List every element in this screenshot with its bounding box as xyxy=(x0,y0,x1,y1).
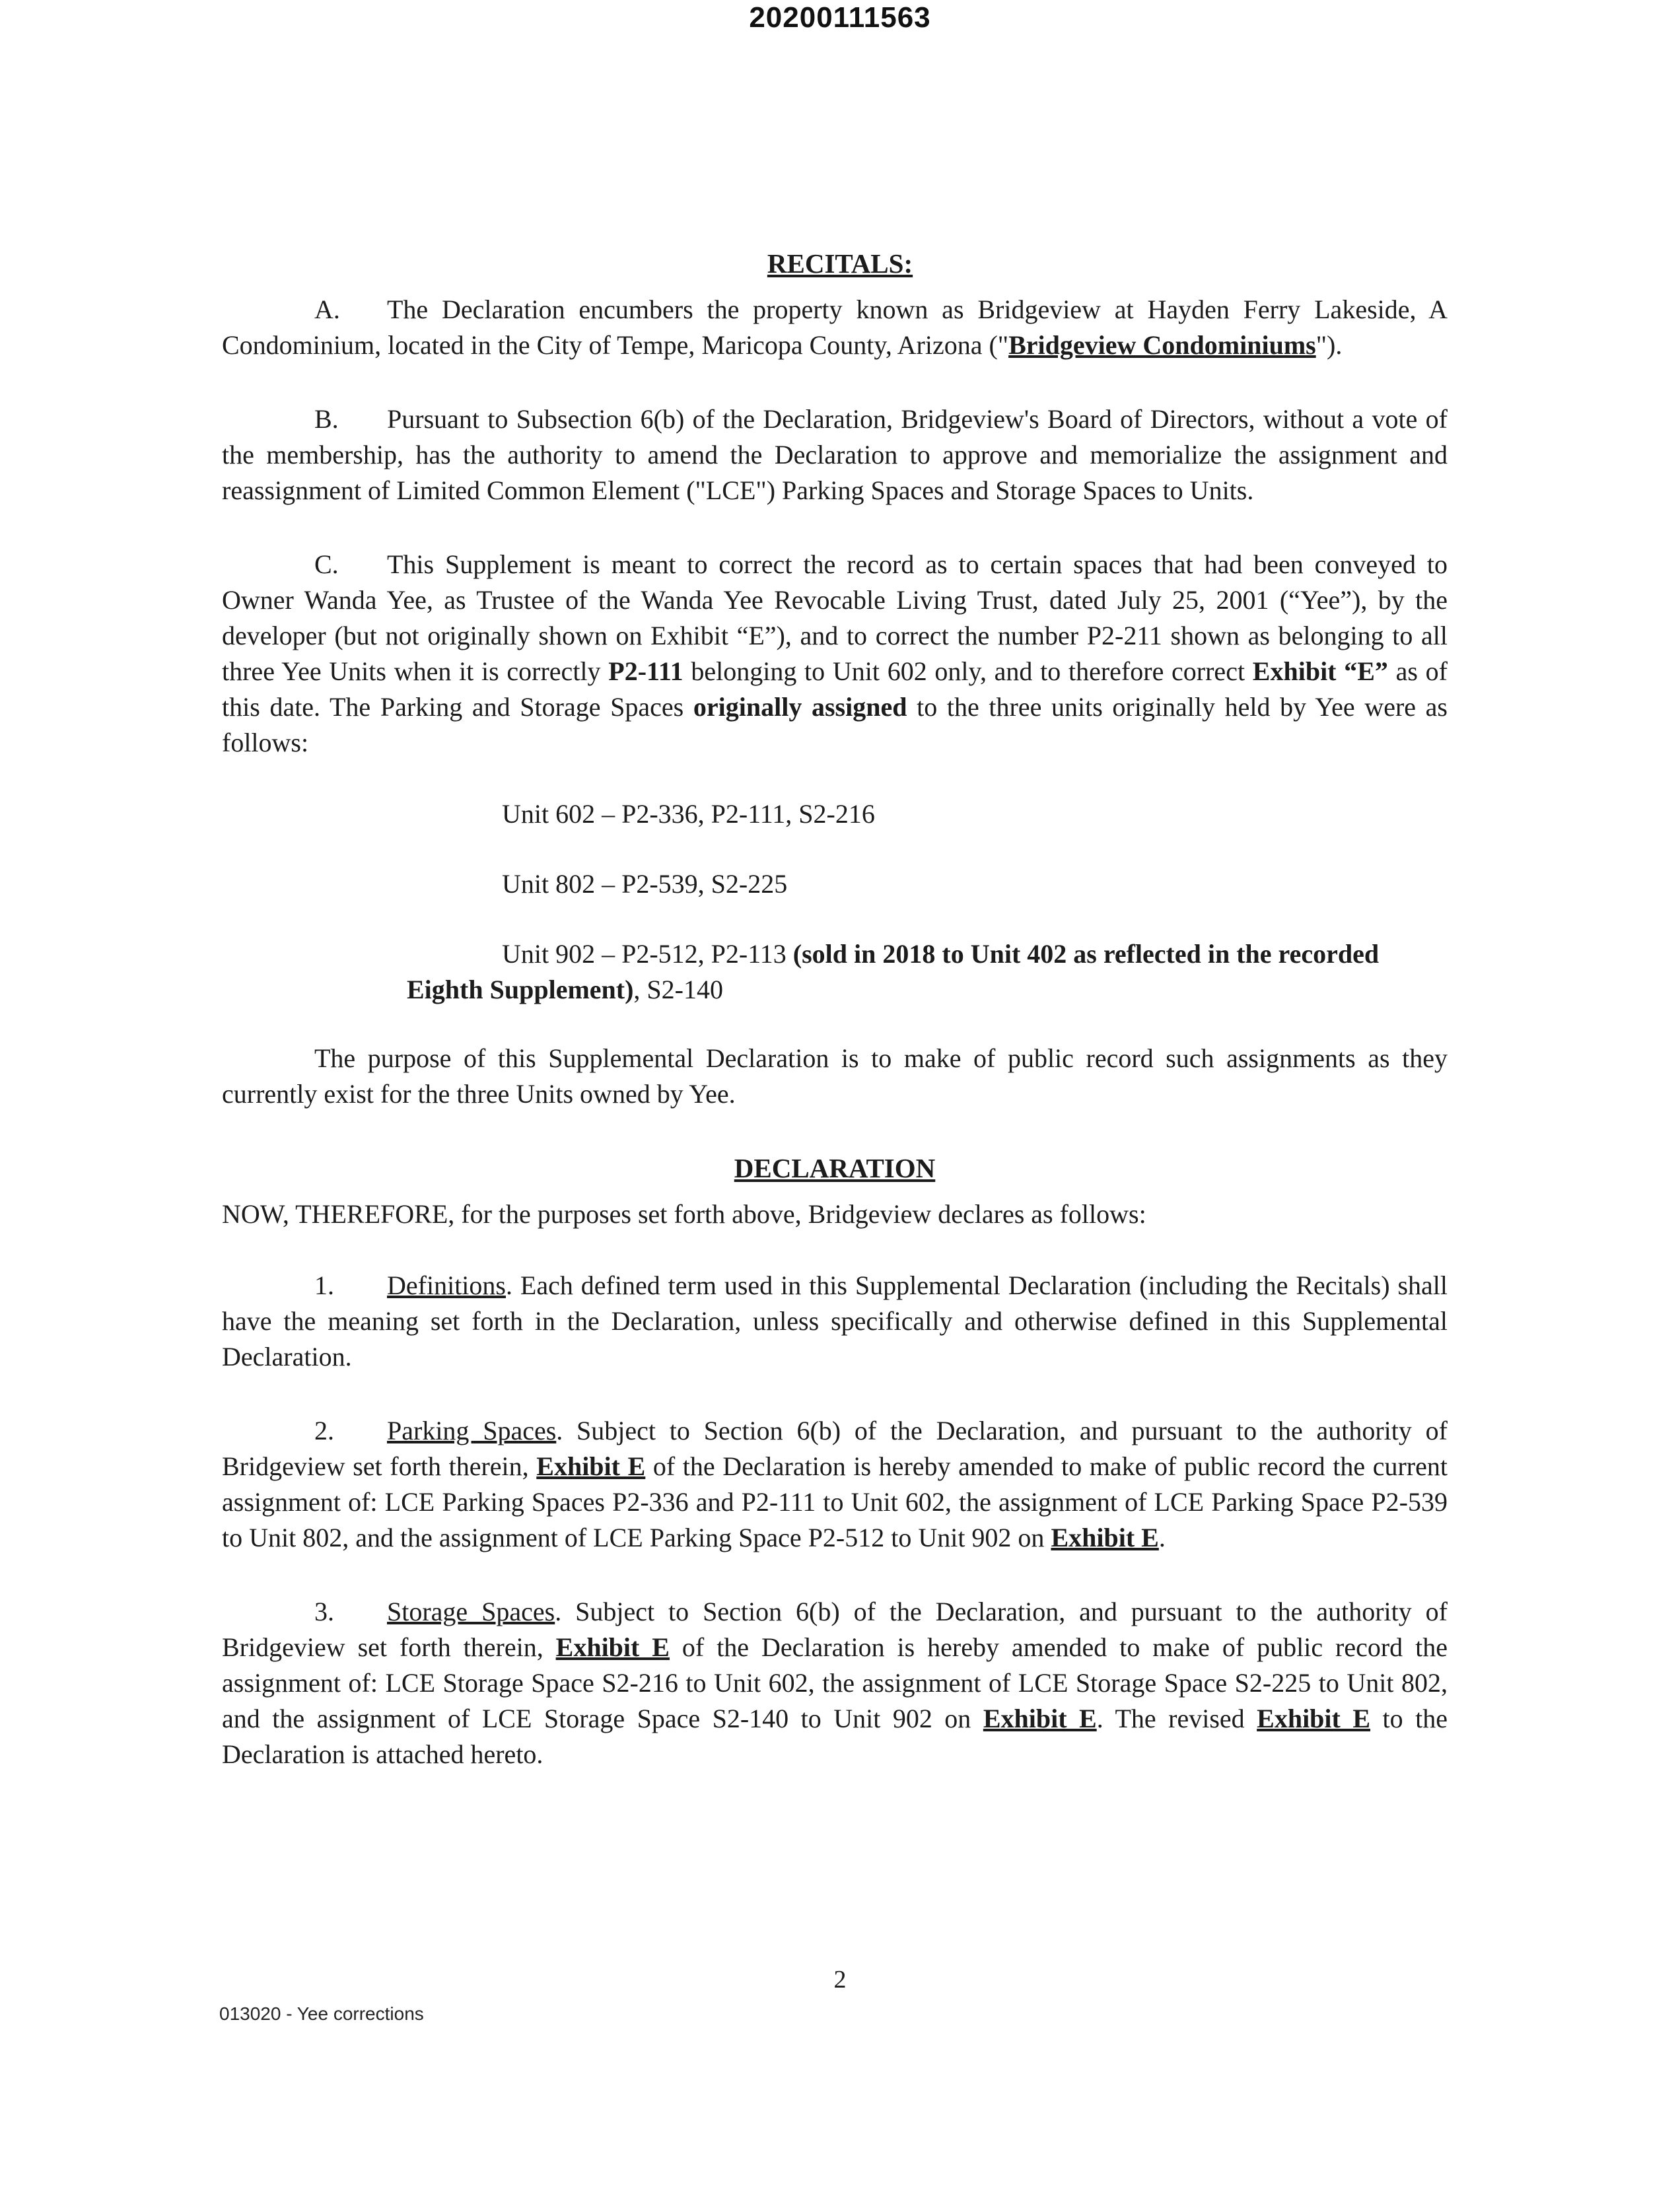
recital-c xyxy=(222,547,1448,761)
section-2-exhibit-ref-2: Exhibit E xyxy=(1051,1523,1159,1552)
section-3-exhibit-ref-2: Exhibit E xyxy=(983,1704,1097,1733)
page-number: 2 xyxy=(833,1966,847,1994)
footer-file-reference: 013020 - Yee corrections xyxy=(219,2003,424,2024)
section-2-exhibit-ref-1: Exhibit E xyxy=(536,1451,646,1481)
declaration-heading: DECLARATION xyxy=(734,1153,936,1183)
unit-assignment-list xyxy=(222,796,1448,1008)
recital-c-text-4: to the three units originally held by Yee were as follows: xyxy=(222,692,1448,757)
section-2-title: Parking Spaces xyxy=(387,1416,557,1445)
section-3-exhibit-ref-1: Exhibit E xyxy=(555,1632,670,1662)
recital-c-number: C. xyxy=(314,549,339,579)
recital-a-defined-term: Bridgeview Condominiums xyxy=(1008,330,1316,360)
section-1-definitions xyxy=(222,1268,1448,1375)
recital-c-bold-2: Exhibit “E” xyxy=(1252,656,1388,686)
unit-902-text-post: , S2-140 xyxy=(633,975,723,1004)
recital-c-text-1: This Supplement is meant to correct the record as to certain spaces that had been conveyed to Owner Wanda Yee, as Trustee of the Wanda Yee Revocable Living Trust, dated July 25, 2001 (“Yee”), by the developer (but not originally shown on Exhibit “E”), and to correct the number P2-211 shown as belonging to all three Yee Units when it is correctly xyxy=(222,549,1448,686)
recital-a-text-post: "). xyxy=(1315,330,1343,360)
section-1-number: 1. xyxy=(314,1270,334,1300)
recital-b xyxy=(222,401,1448,508)
document-body xyxy=(222,246,1448,1811)
purpose-paragraph: The purpose of this Supplemental Declaration is to make of public record such assignments as they currently exist for the three Units owned by Yee. xyxy=(222,1043,1448,1109)
section-3-text-2: of the Declaration is hereby amended to make of public record the assignment of: LCE Storage Space S2-216 to Unit 602, the assignment of LCE Storage Space S2-225 to Unit 802, and the assignment of LCE Storage Space S2-140 to Unit 902 on xyxy=(222,1632,1448,1733)
section-3-text-3: . The revised xyxy=(1096,1704,1257,1733)
recital-a-text-pre: The Declaration encumbers the property known as Bridgeview at Hayden Ferry Lakeside, A Condominium, located in the City of Tempe, Maricopa County, Arizona (" xyxy=(222,295,1448,360)
section-3-number: 3. xyxy=(314,1597,334,1626)
section-3-text-1: . Subject to Section 6(b) of the Declaration, and pursuant to the authority of Bridgeview set forth therein, xyxy=(222,1597,1448,1662)
recital-c-bold-1: P2-111 xyxy=(608,656,683,686)
section-2-number: 2. xyxy=(314,1416,334,1445)
recital-c-text-3: as of this date. The Parking and Storage Spaces xyxy=(222,656,1448,722)
section-2-text-1: . Subject to Section 6(b) of the Declaration, and pursuant to the authority of Bridgeview set forth therein, xyxy=(222,1416,1448,1481)
section-3-storage-spaces xyxy=(222,1594,1448,1772)
declaration-intro: NOW, THEREFORE, for the purposes set forth above, Bridgeview declares as follows: xyxy=(222,1199,1146,1229)
section-3-exhibit-ref-3: Exhibit E xyxy=(1257,1704,1371,1733)
recording-number: 20200111563 xyxy=(749,1,931,34)
recital-a-number: A. xyxy=(314,295,340,324)
section-3-text-4: to the Declaration is attached hereto. xyxy=(222,1704,1448,1769)
section-2-text-2: of the Declaration is hereby amended to make of public record the current assignment of: LCE Parking Spaces P2-336 and P2-111 to Unit 602, the assignment of LCE Parking Space P2-539 to Unit 802, and the assignment of LCE Parking Space P2-512 to Unit 902 on xyxy=(222,1451,1448,1552)
recital-c-text-2: belonging to Unit 602 only, and to therefore correct xyxy=(683,656,1253,686)
recital-c-bold-3: originally assigned xyxy=(693,692,907,722)
unit-802-assignment: Unit 802 – P2-539, S2-225 xyxy=(502,869,788,899)
section-1-title: Definitions xyxy=(387,1270,506,1300)
recital-a xyxy=(222,292,1448,363)
unit-602-assignment: Unit 602 – P2-336, P2-111, S2-216 xyxy=(502,799,875,829)
unit-902-assignment xyxy=(222,936,1448,1008)
recital-b-text: Pursuant to Subsection 6(b) of the Declaration, Bridgeview's Board of Directors, without a vote of the membership, has the authority to amend the Declaration to approve and memorialize the assignment and reassignment of Limited Common Element ("LCE") Parking Spaces and Storage Spaces to Units. xyxy=(222,404,1448,505)
section-3-title: Storage Spaces xyxy=(387,1597,555,1626)
section-2-parking-spaces xyxy=(222,1413,1448,1556)
section-1-text: . Each defined term used in this Supplemental Declaration (including the Recitals) shall have the meaning set forth in the Declaration, unless specifically and otherwise defined in this Supplemental Declaration. xyxy=(222,1270,1448,1371)
recital-b-number: B. xyxy=(314,404,339,434)
unit-902-text-pre: Unit 902 – P2-512, P2-113 xyxy=(502,939,793,969)
unit-902-sold-note: (sold in 2018 to Unit 402 as reflected in the recorded Eighth Supplement) xyxy=(407,939,1380,1004)
section-2-text-3: . xyxy=(1158,1523,1166,1552)
recitals-heading: RECITALS: xyxy=(767,248,913,279)
